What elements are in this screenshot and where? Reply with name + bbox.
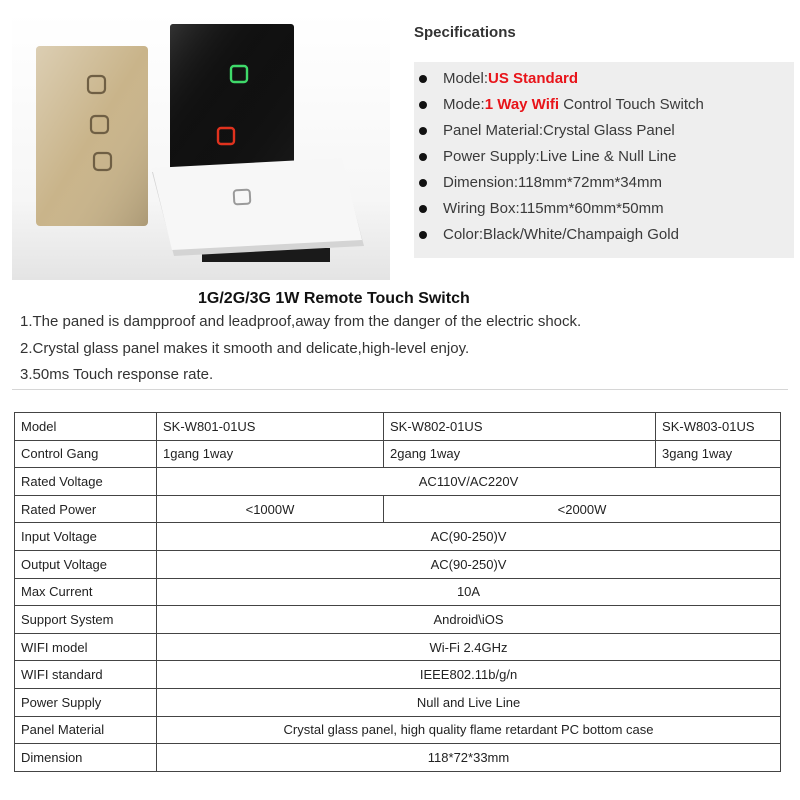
specifications-panel xyxy=(414,62,794,258)
table-row-dimension xyxy=(15,744,781,772)
table-row-wifi-model xyxy=(15,633,781,661)
bullet-icon xyxy=(419,179,427,187)
row-label: Support System xyxy=(15,606,157,634)
row-label: WIFI standard xyxy=(15,661,157,689)
feature-list xyxy=(20,309,581,389)
table-cell: AC(90-250)V xyxy=(157,523,781,551)
spec-item-model: Model:US Standard xyxy=(414,66,794,92)
spec-item-wiring-box: Wiring Box:115mm*60mm*50mm xyxy=(414,196,794,222)
bullet-icon xyxy=(419,127,427,135)
table-cell: Android\iOS xyxy=(157,606,781,634)
table-row-output-voltage xyxy=(15,550,781,578)
spec-item-dimension: Dimension:118mm*72mm*34mm xyxy=(414,170,794,196)
specifications-title: Specifications xyxy=(414,24,516,41)
table-cell: AC110V/AC220V xyxy=(157,468,781,496)
table-cell: SK-W803-01US xyxy=(656,413,781,441)
product-photo xyxy=(12,12,390,280)
row-label: WIFI model xyxy=(15,633,157,661)
row-label: Max Current xyxy=(15,578,157,606)
table-row-model xyxy=(15,413,781,441)
specifications-list xyxy=(414,62,794,248)
table-cell: 3gang 1way xyxy=(656,440,781,468)
spec-item-mode: Mode:1 Way Wifi Control Touch Switch xyxy=(414,92,794,118)
table-cell: IEEE802.11b/g/n xyxy=(157,661,781,689)
table-row-rated-voltage xyxy=(15,468,781,496)
feature-item: 3.50ms Touch response rate. xyxy=(20,366,214,383)
divider xyxy=(12,389,788,390)
product-heading: 1G/2G/3G 1W Remote Touch Switch xyxy=(198,290,470,307)
bullet-icon xyxy=(419,153,427,161)
row-label: Model xyxy=(15,413,157,441)
table-row-rated-power xyxy=(15,495,781,523)
table-row-power-supply xyxy=(15,688,781,716)
table-cell: AC(90-250)V xyxy=(157,550,781,578)
bullet-icon xyxy=(419,205,427,213)
feature-item: 2.Crystal glass panel makes it smooth and delicate,high-level enjoy. xyxy=(20,339,470,357)
table-cell: 10A xyxy=(157,578,781,606)
spec-table xyxy=(14,412,781,772)
spec-item-color: Color:Black/White/Champaigh Gold xyxy=(414,222,794,248)
row-label: Control Gang xyxy=(15,440,157,468)
table-row-max-current xyxy=(15,578,781,606)
table-cell: Wi-Fi 2.4GHz xyxy=(157,633,781,661)
table-cell: Crystal glass panel, high quality flame retardant PC bottom case xyxy=(157,716,781,744)
bullet-icon xyxy=(419,101,427,109)
table-cell: 118*72*33mm xyxy=(157,744,781,772)
row-label: Power Supply xyxy=(15,688,157,716)
row-label: Rated Power xyxy=(15,495,157,523)
gold-3gang-panel xyxy=(36,46,148,226)
table-cell: SK-W802-01US xyxy=(384,413,656,441)
feature-item: 1.The paned is dampproof and leadproof,away from the danger of the electric shock. xyxy=(20,313,582,330)
table-row-wifi-standard xyxy=(15,661,781,689)
bullet-icon xyxy=(419,75,427,83)
table-cell: 2gang 1way xyxy=(384,440,656,468)
row-label: Panel Material xyxy=(15,716,157,744)
table-row-support-system xyxy=(15,606,781,634)
spec-item-panel-material: Panel Material:Crystal Glass Panel xyxy=(414,118,794,144)
row-label: Input Voltage xyxy=(15,523,157,551)
table-row-control-gang xyxy=(15,440,781,468)
white-1gang-panel xyxy=(152,158,364,262)
table-cell: Null and Live Line xyxy=(157,688,781,716)
table-cell: 1gang 1way xyxy=(157,440,384,468)
table-row-panel-material xyxy=(15,716,781,744)
table-cell: <2000W xyxy=(384,495,781,523)
table-cell: SK-W801-01US xyxy=(157,413,384,441)
row-label: Dimension xyxy=(15,744,157,772)
spec-item-power-supply: Power Supply:Live Line & Null Line xyxy=(414,144,794,170)
bullet-icon xyxy=(419,231,427,239)
row-label: Output Voltage xyxy=(15,550,157,578)
table-cell: <1000W xyxy=(157,495,384,523)
row-label: Rated Voltage xyxy=(15,468,157,496)
table-row-input-voltage xyxy=(15,523,781,551)
switch-panels-illustration xyxy=(12,12,390,280)
